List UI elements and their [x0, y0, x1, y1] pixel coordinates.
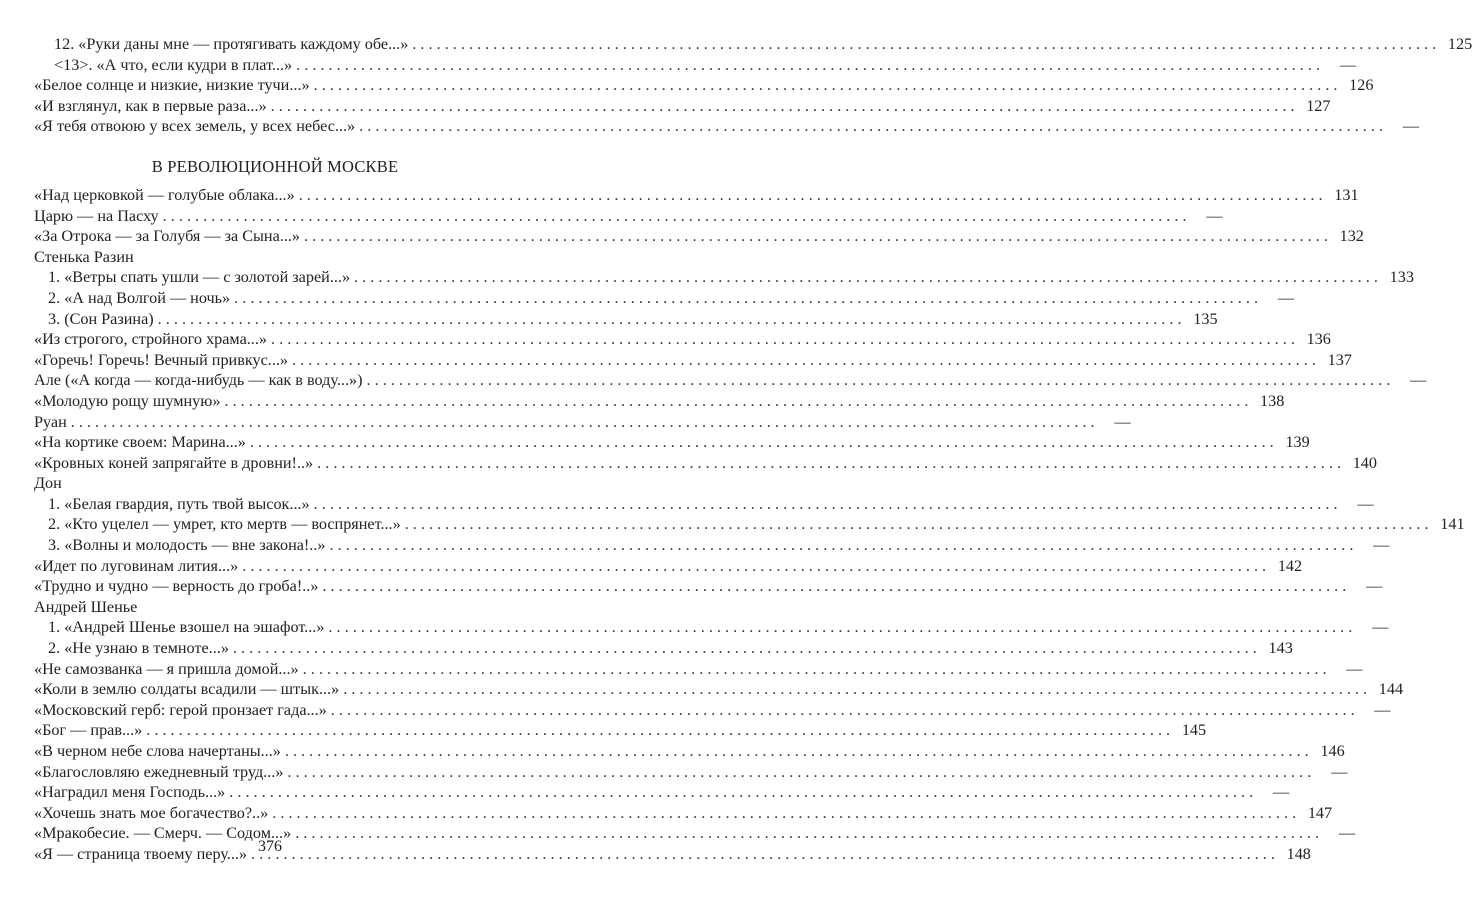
toc-entry	[34, 720, 1207, 741]
toc-entry-title: «Белое солнце и низкие, низкие тучи...»	[34, 76, 310, 95]
toc-entry-title: «Бог — прав...»	[34, 721, 143, 740]
toc-entry-title: Царю — на Пасху	[34, 206, 159, 225]
toc-entry	[34, 638, 1293, 659]
toc-entry-title: 1. «Ветры спать ушли — с золотой зарей...»	[48, 268, 351, 287]
dot-leader	[412, 34, 1436, 55]
dot-leader	[287, 762, 1311, 783]
dot-leader	[330, 535, 1354, 556]
toc-entry-page: —	[1366, 577, 1383, 596]
toc-entry-page: 136	[1306, 330, 1331, 349]
toc-entry-title: «Идет по луговинам лития...»	[34, 556, 239, 575]
toc-entry-page: 138	[1260, 391, 1285, 410]
toc-entry-page: 142	[1277, 556, 1303, 575]
toc-entry-title: «Благословляю ежедневный труд...»	[34, 762, 284, 781]
dot-leader	[292, 350, 1316, 371]
toc-entry	[34, 432, 1310, 453]
dot-leader	[224, 391, 1248, 412]
toc-entry	[34, 185, 1359, 206]
toc-entry-title: «В черном небе слова начертаны...»	[34, 742, 281, 760]
toc-entry-title: «Хочешь знать мое богачество?..»	[34, 803, 269, 822]
dot-leader	[317, 453, 1341, 474]
toc-entry	[34, 288, 1294, 309]
toc-entry-page: 146	[1320, 742, 1345, 760]
toc-entry-page: 137	[1327, 350, 1352, 369]
toc-entry-page: 131	[1334, 185, 1359, 204]
toc-entry-title: «Наградил меня Господь...»	[34, 783, 226, 802]
toc-entry-page: —	[1402, 117, 1420, 136]
toc-entry	[34, 700, 1391, 721]
toc-entry	[34, 803, 1333, 824]
toc-entry	[34, 116, 1420, 137]
toc-entry-title: 3. (Сон Разина)	[48, 309, 154, 328]
toc-entry-page: 148	[1286, 844, 1311, 863]
dot-leader	[163, 206, 1187, 227]
toc-entry-title: «Коли в землю солдаты всадили — штык...»	[34, 680, 340, 699]
toc-entry	[34, 762, 1348, 783]
toc-entry-title: «Не самозванка — я пришла домой...»	[34, 659, 299, 678]
toc-entry-page: 133	[1389, 268, 1414, 287]
toc-entry-title: «Я — страница твоему перу...»	[34, 844, 248, 863]
toc-entry-title: 2. «А над Волгой — ночь»	[48, 288, 231, 307]
toc-entry-title: «Горечь! Горечь! Вечный привкус...»	[34, 350, 289, 369]
toc-entry-title: Стенька Разин	[34, 247, 134, 266]
dot-leader	[303, 659, 1327, 680]
toc-entry	[34, 370, 1427, 391]
toc-entry-page: 143	[1268, 639, 1293, 658]
dot-leader	[271, 329, 1295, 350]
toc-entry-page: 132	[1339, 227, 1364, 246]
toc-entry-title: 1. «Андрей Шенье взошел на эшафот...»	[48, 618, 325, 637]
toc-entry-page: —	[1114, 412, 1131, 431]
toc-entry-page: —	[1206, 206, 1223, 225]
dot-leader	[285, 741, 1309, 762]
toc-entry-title: «На кортике своем: Марина...»	[34, 433, 246, 452]
toc-entry-title: Але («А когда — когда-нибудь — как в воду...»)	[34, 371, 363, 390]
dot-leader	[304, 226, 1328, 247]
toc-entry	[34, 535, 1390, 556]
dot-leader	[158, 309, 1182, 330]
toc-entry-page: 144	[1378, 680, 1404, 699]
dot-leader	[405, 514, 1429, 535]
toc-entry	[34, 34, 1472, 55]
toc-group-heading	[34, 473, 516, 494]
toc-entry	[34, 494, 1374, 515]
dot-leader	[271, 96, 1295, 117]
dot-leader	[71, 412, 1095, 433]
toc-entry-page: —	[1372, 618, 1389, 637]
toc-entry-title: «За Отрока — за Голубя — за Сына...»	[34, 227, 301, 246]
toc-entry-page: 141	[1440, 515, 1465, 534]
toc-entry	[34, 226, 1364, 247]
toc-entry-title: 1. «Белая гвардия, путь твой высок...»	[48, 494, 310, 513]
dot-leader	[314, 75, 1338, 96]
toc-entry-page: 139	[1285, 433, 1310, 452]
dot-leader	[354, 267, 1378, 288]
dot-leader	[328, 617, 1352, 638]
toc-entry-title: «Трудно и чудно — верность до гроба!..»	[34, 577, 319, 596]
toc-list-section	[34, 185, 1465, 865]
toc-entry-page: 140	[1352, 453, 1377, 472]
toc-entry-page: 126	[1349, 76, 1374, 95]
toc-entry-title: Руан	[34, 412, 67, 431]
toc-page	[34, 34, 1472, 865]
toc-entry-title: 2. «Не узнаю в темноте...»	[48, 639, 229, 658]
toc-entry-title: 2. «Кто уцелел — умрет, кто мертв — воспрянет...»	[48, 515, 401, 534]
toc-entry	[34, 309, 1218, 330]
dot-leader	[229, 782, 1253, 803]
toc-entry-page: 127	[1306, 96, 1331, 115]
toc-entry	[34, 206, 1223, 227]
toc-entry	[34, 741, 1345, 762]
toc-entry-title: 12. «Руки даны мне — протягивать каждому обе...»	[54, 35, 409, 53]
toc-entry	[34, 617, 1389, 638]
dot-leader	[314, 494, 1338, 515]
dot-leader	[343, 679, 1367, 700]
toc-entry-page: 135	[1193, 309, 1218, 328]
toc-entry	[34, 329, 1331, 350]
page-number: 376	[258, 838, 282, 855]
toc-entry-page: —	[1410, 371, 1427, 390]
toc-group-heading	[34, 247, 516, 268]
dot-leader	[367, 370, 1391, 391]
dot-leader	[359, 116, 1383, 137]
toc-entry-title: Андрей Шенье	[34, 597, 138, 616]
toc-entry	[34, 75, 1374, 96]
toc-entry	[34, 55, 1357, 76]
toc-group-heading	[34, 597, 516, 618]
toc-entry-page: —	[1373, 536, 1390, 555]
toc-entry-title: «Над церковкой — голубые облака...»	[34, 185, 295, 204]
toc-entry-page: —	[1374, 700, 1391, 719]
toc-entry-page: 125	[1447, 35, 1472, 53]
toc-list-continued	[34, 34, 1472, 137]
toc-entry	[34, 659, 1363, 680]
dot-leader	[233, 638, 1257, 659]
toc-entry	[34, 556, 1303, 577]
toc-entry-title: «И взглянул, как в первые раза...»	[34, 96, 267, 115]
toc-entry-title: <13>. «А что, если кудри в плат...»	[54, 55, 293, 74]
dot-leader	[250, 432, 1274, 453]
toc-entry-title: 3. «Волны и молодость — вне закона!..»	[48, 536, 326, 555]
toc-entry-title: «Мракобесие. — Смерч. — Содом...»	[34, 824, 292, 843]
dot-leader	[146, 720, 1170, 741]
toc-entry	[34, 350, 1352, 371]
toc-entry-page: —	[1357, 494, 1374, 513]
dot-leader	[234, 288, 1258, 309]
toc-entry-page: 145	[1181, 721, 1207, 740]
toc-entry	[34, 412, 1131, 433]
toc-entry	[34, 267, 1414, 288]
dot-leader	[272, 803, 1296, 824]
toc-entry	[34, 514, 1465, 535]
toc-entry-page: —	[1331, 762, 1348, 781]
toc-entry-page: —	[1339, 55, 1357, 74]
dot-leader	[322, 576, 1346, 597]
dot-leader	[299, 185, 1323, 206]
toc-entry	[34, 679, 1404, 700]
toc-entry-page: —	[1346, 659, 1363, 678]
toc-entry	[34, 391, 1285, 412]
section-heading: В РЕВОЛЮЦИОННОЙ МОСКВЕ	[151, 156, 399, 176]
toc-entry-page: 147	[1307, 803, 1333, 822]
dot-leader	[331, 700, 1355, 721]
toc-entry	[34, 782, 1290, 803]
toc-entry-page: —	[1277, 288, 1294, 307]
toc-entry	[34, 453, 1377, 474]
toc-entry-title: «Из строгого, стройного храма...»	[34, 330, 267, 349]
toc-entry-title: «Я тебя отвоюю у всех земель, у всех небес...»	[34, 117, 356, 136]
toc-entry-title: «Молодую рощу шумную»	[34, 391, 221, 410]
toc-entry-title: Дон	[34, 474, 62, 493]
toc-entry-page: —	[1272, 783, 1290, 802]
toc-entry	[34, 576, 1383, 597]
toc-entry-title: «Кровных коней запрягайте в дровни!..»	[34, 453, 314, 472]
toc-entry	[34, 96, 1331, 117]
toc-entry-title: «Московский герб: герой пронзает гада...»	[34, 700, 327, 719]
dot-leader	[296, 55, 1320, 76]
dot-leader	[242, 556, 1266, 577]
toc-entry-page: —	[1338, 824, 1356, 843]
